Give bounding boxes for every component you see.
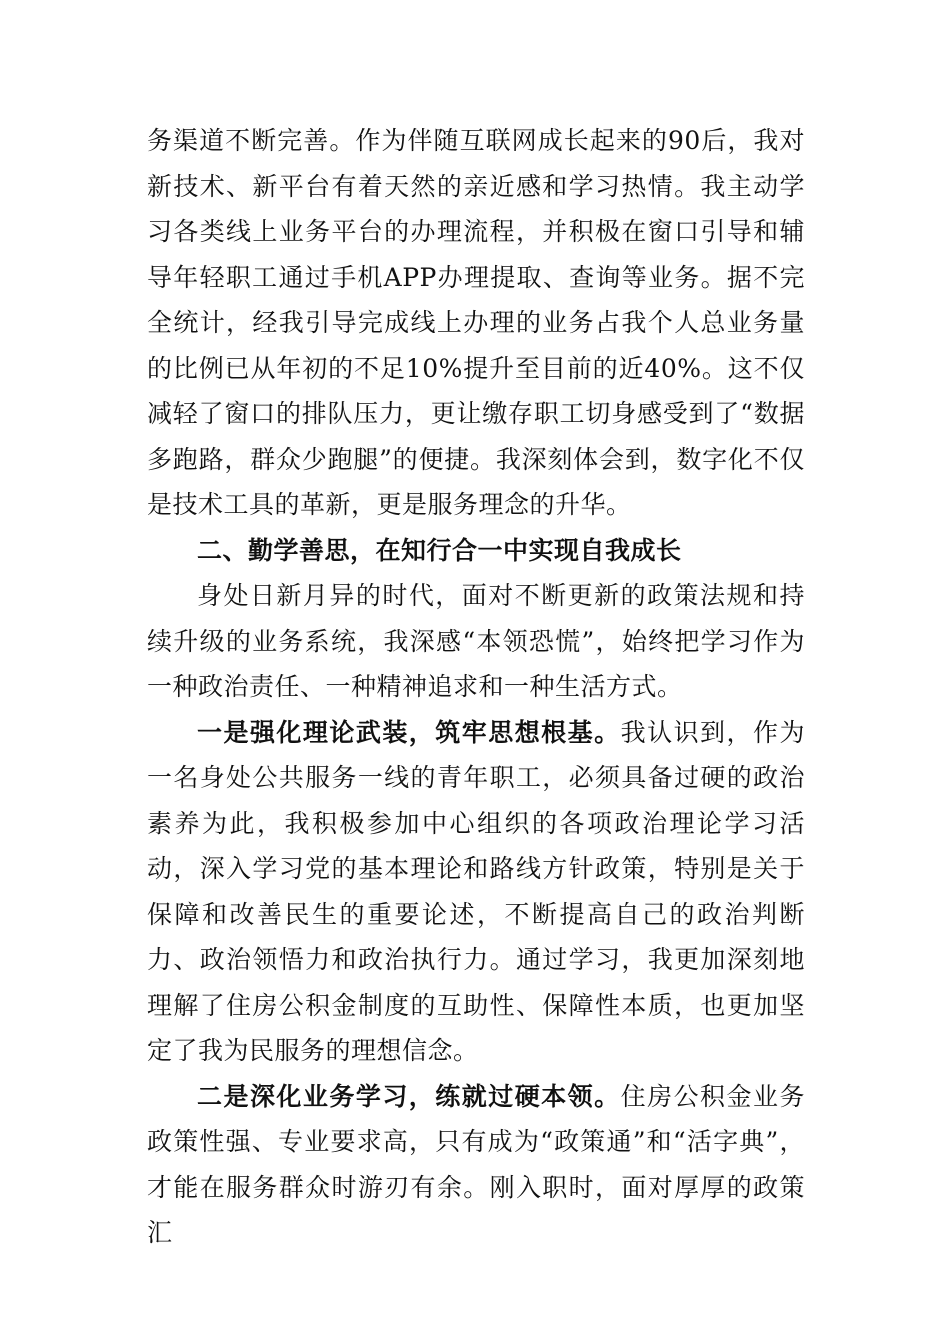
section-heading: 二、勤学善思，在知行合一中实现自我成长 (197, 535, 682, 565)
paragraph-body: 我认识到，作为一名身处公共服务一线的青年职工，必须具备过硬的政治素养为此，我积极参加中心组织的各项政治理论学习活动，深入学习党的基本理论和路线方针政策，特别是关于保障和改善民生的重要论述，不断提高自己的政治判断力、政治领悟力和政治执行力。通过学习，我更加深刻地理解了住房公积金制度的互助性、保障性本质，也更加坚定了我为民服务的理想信念。 (147, 717, 805, 1065)
paragraph-body: 住房公积金业务政策性强、专业要求高，只有成为“政策通”和“活字典”，才能在服务群众时游刃有余。刚入职时，面对厚厚的政策汇 (147, 1081, 805, 1247)
paragraph-digital-service: 务渠道不断完善。作为伴随互联网成长起来的90后，我对新技术、新平台有着天然的亲近感和学习热情。我主动学习各类线上业务平台的办理流程，并积极在窗口引导和辅导年轻职工通过手机APP办理提取、查询等业务。据不完全统计，经我引导完成线上办理的业务占我个人总业务量的比例已从年初的不足10%提升至目前的近40%。这不仅减轻了窗口的排队压力，更让缴存职工切身感受到了“数据多跑路，群众少跑腿”的便捷。我深刻体会到，数字化不仅是技术工具的革新，更是服务理念的升华。 (147, 126, 805, 519)
paragraph-theory-study (147, 710, 805, 1074)
document-page (147, 118, 805, 1256)
paragraph-business-study (147, 1074, 805, 1256)
paragraph-lead: 一是强化理论武装，筑牢思想根基。 (197, 717, 621, 747)
paragraph-learning-intro: 身处日新月异的时代，面对不断更新的政策法规和持续升级的业务系统，我深感“本领恐慌”，始终把学习作为一种政治责任、一种精神追求和一种生活方式。 (147, 581, 805, 701)
paragraph-lead: 二是深化业务学习，练就过硬本领。 (197, 1081, 621, 1111)
